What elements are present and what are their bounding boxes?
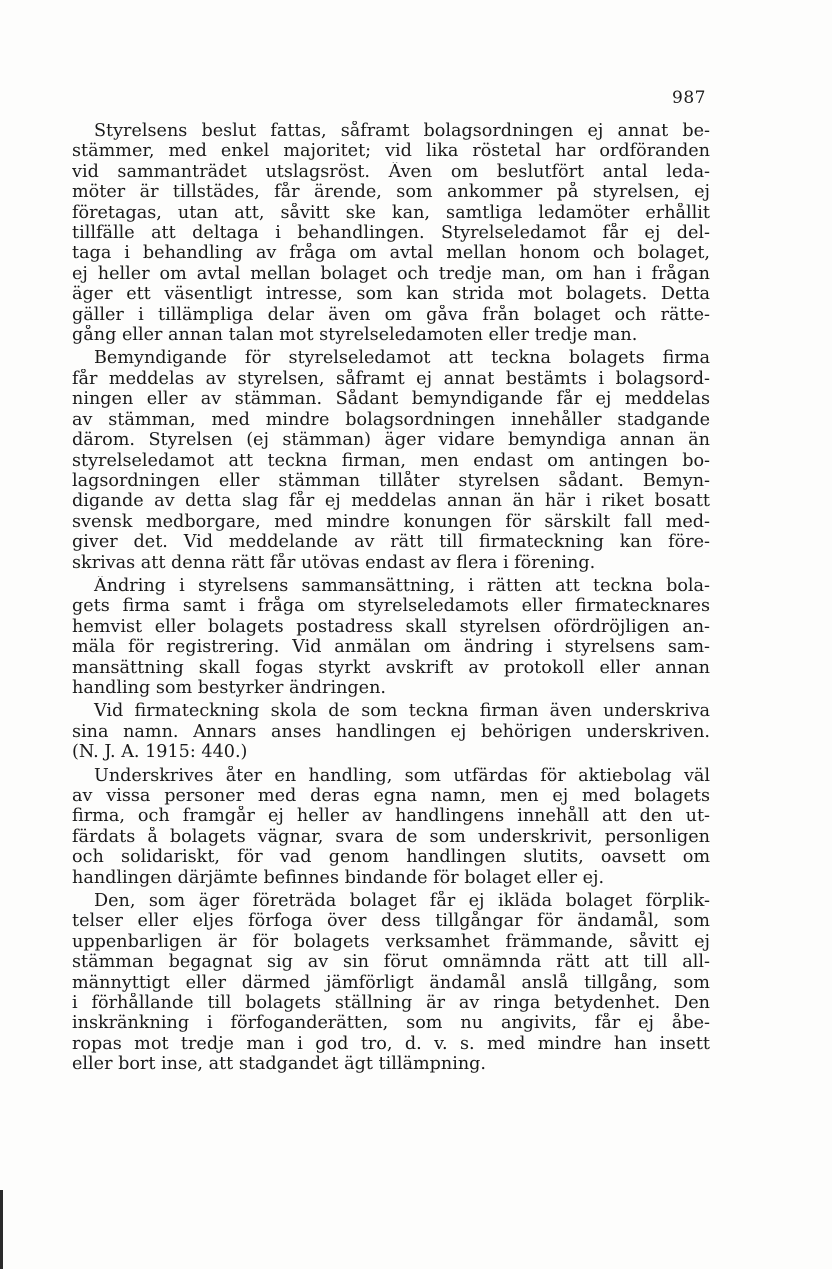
text-line: ningen eller av stämman. Sådant bemyndigande får ej meddelas: [72, 389, 710, 410]
text-line: taga i behandling av fråga om avtal mellan honom och bolaget,: [72, 243, 710, 264]
text-line: av vissa personer med deras egna namn, men ej med bolagets: [72, 786, 710, 806]
text-line: gäller i tillämpliga delar även om gåva från bolaget och rätte-: [72, 304, 710, 325]
text-line: stämman begagnat sig av sin förut omnämnda rätt att till all-: [72, 952, 710, 973]
paragraph: [72, 121, 710, 345]
text-line: hemvist eller bolagets postadress skall styrelsen ofördröjligen an-: [72, 616, 710, 637]
text-line: mansättning skall fogas styrkt avskrift av protokoll eller annan: [72, 657, 710, 678]
text-line: Ändring i styrelsens sammansättning, i rätten att teckna bola-: [94, 575, 710, 596]
text-line: Underskrives åter en handling, som utfärdas för aktiebolag väl: [94, 765, 710, 786]
text-line: av stämman, med mindre bolagsordningen innehåller stadgande: [72, 409, 710, 430]
text-line: mäla för registrering. Vid anmälan om ändring i styrelsens sam-: [72, 637, 710, 658]
text-line: får meddelas av styrelsen, såframt ej annat bestämts i bolagsord-: [72, 368, 710, 389]
text-line: telser eller eljes förfoga över dess tillgångar för ändamål, som: [72, 911, 710, 932]
paragraph: [72, 891, 710, 1075]
text-line: färdats å bolagets vägnar, svara de som underskrivit, personligen: [72, 826, 710, 847]
text-line: Styrelsens beslut fattas, såframt bolagsordningen ej annat be-: [94, 121, 710, 141]
text-line: männyttigt eller därmed jämförligt ändamål anslå tillgång, som: [72, 972, 710, 993]
text-line: Den, som äger företräda bolaget får ej ikläda bolaget förplik-: [94, 891, 710, 912]
text-line: inskränkning i förfoganderätten, som nu angivits, får ej åbe-: [72, 1013, 710, 1034]
text-line: handlingen därjämte befinnes bindande för bolaget eller ej.: [72, 867, 605, 888]
text-line: möter är tillstädes, får ärende, som ankommer på styrelsen, ej: [72, 182, 710, 203]
text-line: tillfälle att deltaga i behandlingen. Styrelseledamot får ej del-: [72, 223, 710, 244]
body-text: [72, 121, 710, 1078]
text-line: (N. J. A. 1915: 440.): [72, 742, 248, 763]
text-line: ropas mot tredje man i god tro, d. v. s. med mindre han insett: [72, 1033, 710, 1054]
paragraph: [72, 766, 710, 888]
text-line: handling som bestyrker ändringen.: [72, 677, 386, 698]
paragraph: [72, 576, 710, 698]
text-line: lagsordningen eller stämman tillåter styrelsen sådant. Bemyn-: [72, 470, 710, 491]
text-line: firma, och framgår ej heller av handlingens innehåll att den ut-: [72, 806, 710, 827]
text-line: gång eller annan talan mot styrelseledamoten eller tredje man.: [72, 325, 638, 346]
text-line: i förhållande till bolagets ställning är av ringa betydenhet. Den: [72, 993, 710, 1014]
text-line: ej heller om avtal mellan bolaget och tredje man, om han i frågan: [72, 263, 710, 284]
page-number: 987: [672, 88, 706, 108]
text-line: stämmer, med enkel majoritet; vid lika röstetal har ordföranden: [72, 141, 710, 162]
text-line: eller bort inse, att stadgandet ägt tillämpning.: [72, 1054, 487, 1075]
text-line: gets firma samt i fråga om styrelseledamots eller firmatecknares: [72, 596, 710, 617]
paragraph: [72, 701, 710, 762]
text-line: därom. Styrelsen (ej stämman) äger vidare bemyndiga annan än: [72, 430, 710, 451]
text-line: Vid firmateckning skola de som teckna firman även underskriva: [94, 701, 710, 722]
scan-edge-mark: [0, 1190, 3, 1269]
text-line: företagas, utan att, såvitt ske kan, samtliga ledamöter erhållit: [72, 202, 710, 223]
text-line: vid sammanträdet utslagsröst. Även om beslutfört antal leda-: [72, 161, 710, 182]
text-line: sina namn. Annars anses handlingen ej behörigen underskriven.: [72, 721, 710, 742]
text-line: svensk medborgare, med mindre konungen för särskilt fall med-: [72, 511, 710, 532]
text-line: styrelseledamot att teckna firman, men endast om antingen bo-: [72, 450, 710, 471]
text-line: äger ett väsentligt intresse, som kan strida mot bolagets. Detta: [72, 284, 710, 305]
text-line: giver det. Vid meddelande av rätt till firmateckning kan före-: [72, 532, 710, 553]
text-line: skrivas att denna rätt får utövas endast av flera i förening.: [72, 552, 596, 573]
paragraph: [72, 348, 710, 572]
text-line: uppenbarligen är för bolagets verksamhet främmande, såvitt ej: [72, 931, 710, 952]
text-line: digande av detta slag får ej meddelas annan än här i riket bosatt: [72, 491, 710, 512]
text-line: Bemyndigande för styrelseledamot att teckna bolagets firma: [94, 348, 710, 369]
text-line: och solidariskt, för vad genom handlingen slutits, oavsett om: [72, 847, 710, 868]
